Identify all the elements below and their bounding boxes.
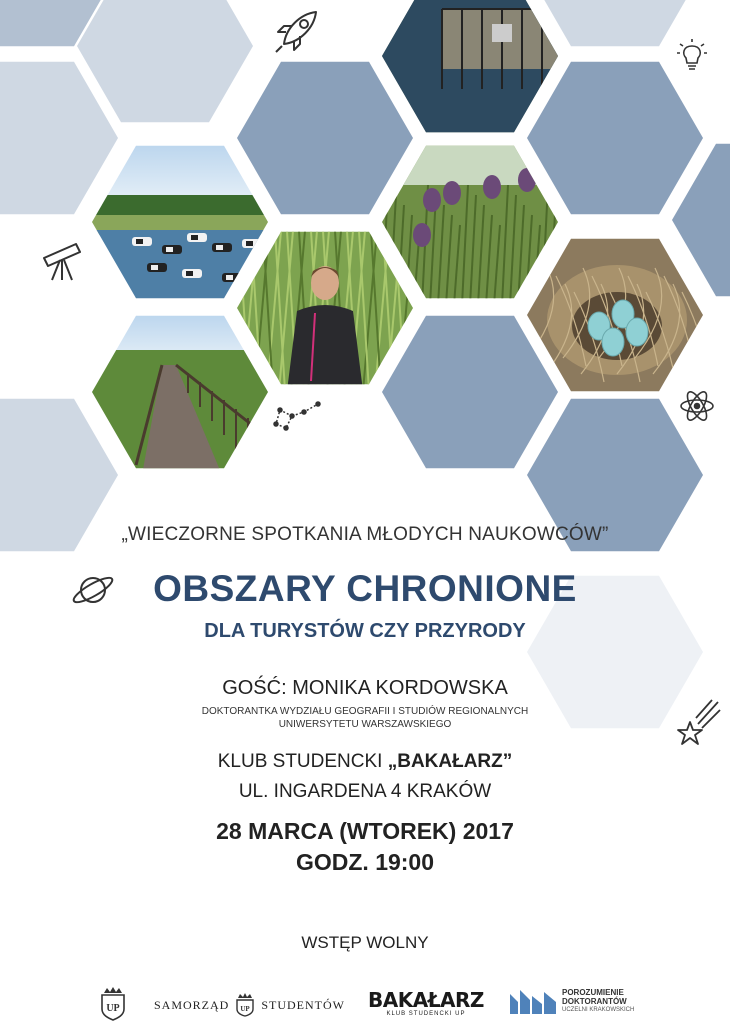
photo-cows-water (92, 145, 272, 310)
hex-tile (527, 62, 703, 214)
bakalarz-logo-subtext: KLUB STUDENCKI UP (386, 1011, 466, 1017)
atom-icon (678, 388, 716, 424)
club-name: „BAKAŁARZ” (387, 751, 513, 772)
photo-boardwalk-pond (382, 0, 562, 139)
bakalarz-logo (368, 990, 484, 1017)
page-title: OBSZARY CHRONIONE (153, 568, 577, 609)
samorzad-left-text: SAMORZĄD (154, 997, 230, 1012)
hex-tile (237, 62, 413, 214)
porozumienie-logo (510, 988, 634, 1015)
event-time: GODZ. 19:00 (295, 849, 435, 875)
samorzad-logo (154, 993, 345, 1017)
telescope-icon (40, 238, 86, 284)
hex-tile (77, 0, 253, 122)
photo-nest-eggs (527, 238, 712, 398)
venue-club (0, 751, 730, 773)
entry-info: WSTĘP WOLNY (301, 933, 429, 952)
lightbulb-icon (676, 38, 708, 74)
rocket-icon (272, 8, 322, 54)
porozumienie-line1: POROZUMIENIE (562, 988, 624, 997)
constellation-icon (272, 398, 322, 434)
porozumienie-line3: UCZELNI KRAKOWSKICH (562, 1007, 635, 1013)
guest-affiliation-line1: DOKTORANTKA WYDZIAŁU GEOGRAFII I STUDIÓW REGIONALNYCH (201, 706, 529, 717)
samorzad-crest-icon (235, 993, 255, 1017)
svg-text:UP: UP (106, 1003, 120, 1014)
svg-text:UP: UP (240, 1005, 251, 1013)
venue-address: UL. INGARDENA 4 KRAKÓW (238, 781, 492, 802)
guest-name: GOŚĆ: MONIKA KORDOWSKA (222, 677, 508, 699)
guest-affiliation-line2: UNIWERSYTETU WARSZAWSKIEGO (278, 719, 452, 730)
porozumienie-mark-icon (510, 990, 558, 1014)
porozumienie-line2: DOKTORANTÓW (562, 997, 627, 1006)
event-date: 28 MARCA (WTOREK) 2017 (216, 818, 514, 844)
up-crest-logo (98, 985, 128, 1026)
samorzad-right-text: STUDENTÓW (261, 997, 345, 1012)
page-subtitle: DLA TURYSTÓW CZY PRZYRODY (204, 620, 526, 642)
event-series: „WIECZORNE SPOTKANIA MŁODYCH NAUKOWCÓW” (121, 524, 609, 545)
photo-wooden-footbridge (92, 315, 272, 475)
bakalarz-logo-text: BAKAŁARZ (368, 988, 484, 1012)
hex-tile (382, 316, 558, 468)
photo-woman-reeds (227, 231, 425, 391)
club-prefix: KLUB STUDENCKI (217, 751, 388, 772)
photo-pasque-flowers (382, 145, 562, 305)
